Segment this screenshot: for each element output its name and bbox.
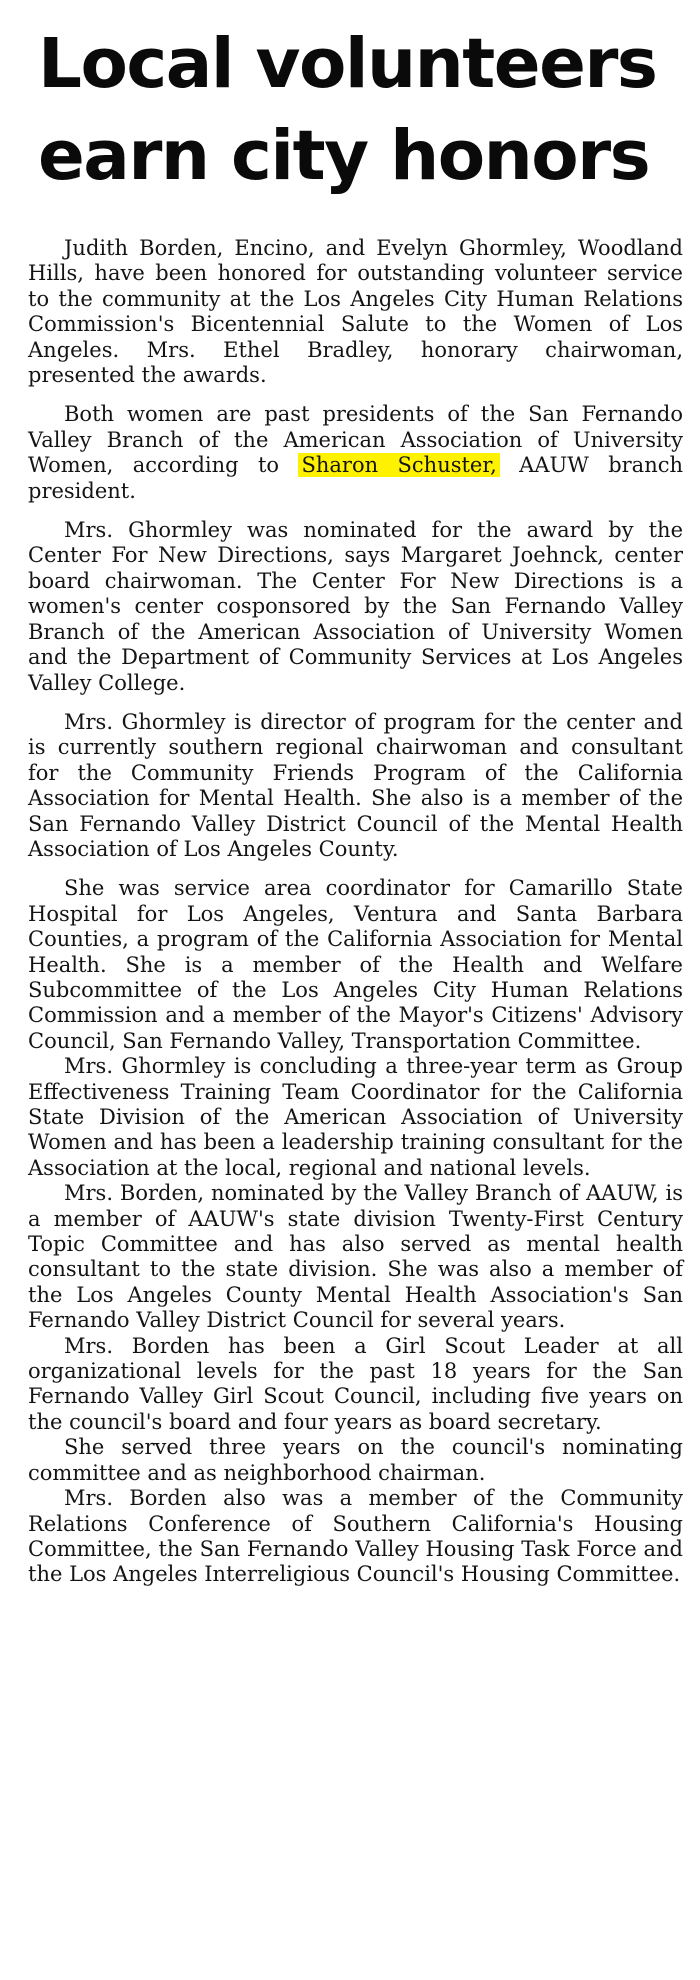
headline: [38, 18, 688, 202]
paragraph-7: Mrs. Borden, nominated by the Valley Branch of AAUW, is a member of AAUW's state division Twenty-First Century Topic Committee and has also served as mental health consultant to the state division. She was also a member of the Los Angeles County Mental Health Association's San Fernando Valley District Council for several years.: [28, 1181, 683, 1333]
paragraph-2-tail: AAUW branch president.: [28, 453, 684, 503]
headline-line-2: earn city honors: [38, 116, 650, 196]
paragraph-6: Mrs. Ghormley is concluding a three-year term as Group Effectiveness Training Team Coordinator for the California State Division of the American Association of University Women and has been a leadership training consultant for the Association at the local, regional and national levels.: [28, 1054, 683, 1180]
paragraph-9: She served three years on the council's nominating committee and as neighborhood chairman.: [28, 1435, 683, 1485]
paragraph-8: Mrs. Borden has been a Girl Scout Leader at all organizational levels for the past 18 years for the San Fernando Valley Girl Scout Council, including five years on the council's board and four years as board secretary.: [28, 1333, 683, 1434]
paragraph-2-lead: Both women are past presidents of the San Fernando Valley Branch of the American Association of University Women, according to: [28, 402, 683, 478]
paragraph-10: Mrs. Borden also was a member of the Community Relations Conference of Southern California's Housing Committee, the San Fernando Valley Housing Task Force and the Los Angeles Interreligious Council's Housing Committee.: [28, 1486, 683, 1587]
paragraph-2: [28, 402, 683, 504]
article-body: [28, 236, 683, 1588]
headline-line-1: Local volunteers: [38, 24, 657, 104]
paragraph-3: Mrs. Ghormley was nominated for the award by the Center For New Directions, says Margaret Joehnck, center board chairwoman. The Center For New Directions is a women's center cosponsored by the San Fernando Valley Branch of the American Association of University Women and the Department of Community Services at Los Angeles Valley College.: [28, 518, 683, 695]
highlighted-name: Sharon Schuster,: [298, 453, 499, 477]
paragraph-5: She was service area coordinator for Camarillo State Hospital for Los Angeles, Ventura and Santa Barbara Counties, a program of the California Association for Mental Health. She is a member of the Health and Welfare Subcommittee of the Los Angeles City Human Relations Commission and a member of the Mayor's Citizens' Advisory Council, San Fernando Valley, Transportation Committee.: [28, 876, 683, 1053]
paragraph-4: Mrs. Ghormley is director of program for the center and is currently southern regional chairwoman and consultant for the Community Friends Program of the California Association for Mental Health. She also is a member of the San Fernando Valley District Council of the Mental Health Association of Los Angeles County.: [28, 709, 683, 861]
paragraph-1: Judith Borden, Encino, and Evelyn Ghormley, Woodland Hills, have been honored for outstanding volunteer service to the community at the Los Angeles City Human Relations Commission's Bicentennial Salute to the Women of Los Angeles. Mrs. Ethel Bradley, honorary chairwoman, presented the awards.: [28, 236, 683, 388]
